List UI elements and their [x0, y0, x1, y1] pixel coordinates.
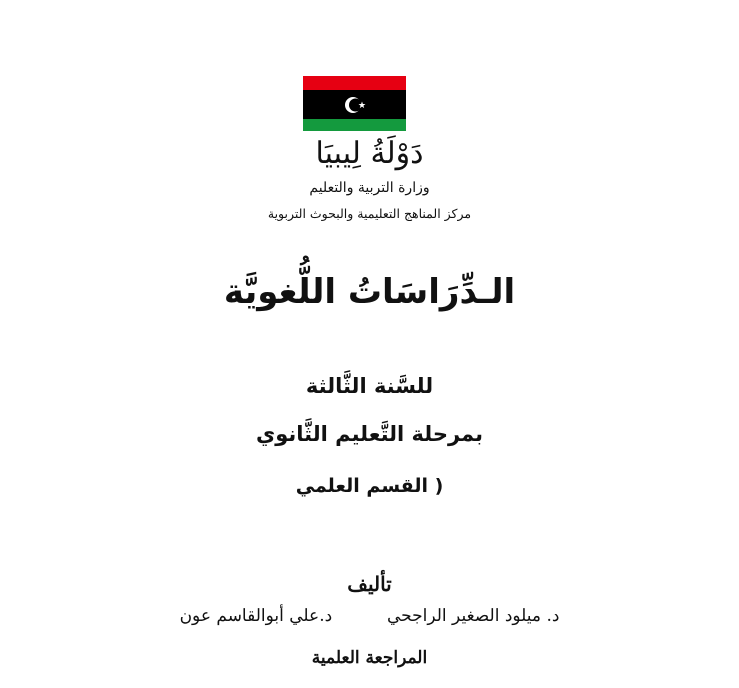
- book-title: الـدِّرَاسَاتُ اللُّغويَّة: [223, 272, 516, 312]
- grade-year: للسَّنة الثَّالثة: [305, 374, 434, 398]
- curriculum-center-name: مركز المناهج التعليمية والبحوث التربوية: [267, 206, 472, 221]
- scientific-review-label: المراجعة العلمية: [311, 648, 428, 668]
- flag-green-band: [303, 119, 406, 131]
- author-name: د.علي أبوالقاسم عون: [179, 606, 333, 626]
- flag-red-band: [303, 76, 406, 90]
- education-stage: بمرحلة التَّعليم الثَّانوي: [255, 422, 484, 446]
- author-name: د. ميلود الصغير الراجحي: [387, 606, 560, 626]
- state-name: دَوْلَةُ لِيبيَا: [315, 136, 424, 171]
- authorship-label: تأليف: [347, 572, 392, 596]
- crescent-star-icon: [343, 94, 367, 116]
- section-name: ( القسم العلمي: [295, 475, 444, 497]
- ministry-name: وزارة التربية والتعليم: [309, 180, 430, 196]
- libya-flag-icon: [303, 76, 406, 131]
- flag-black-band: [303, 90, 406, 119]
- authors-line: [0, 606, 739, 626]
